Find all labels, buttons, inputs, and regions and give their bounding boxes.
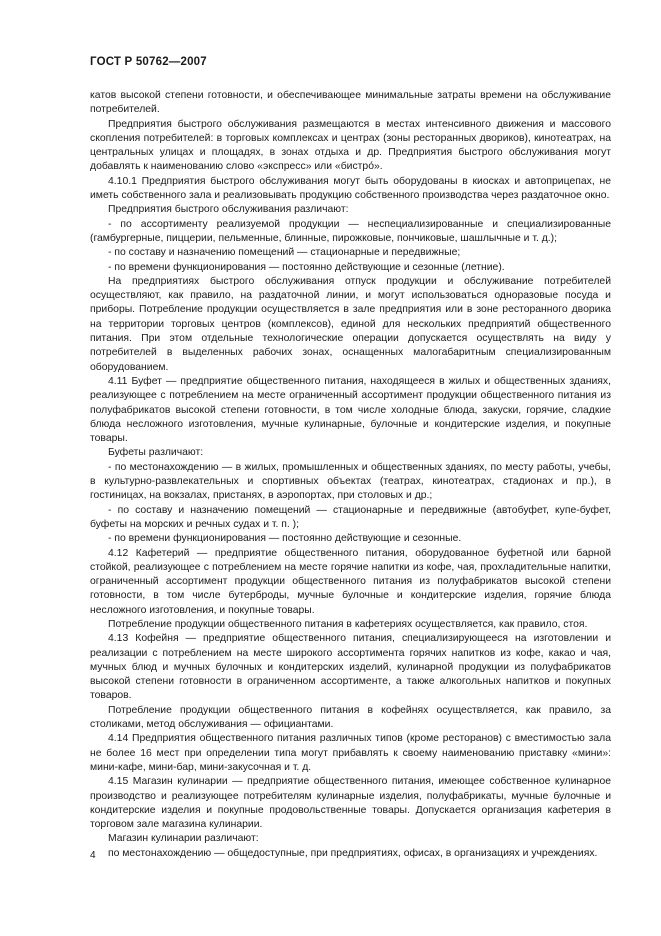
paragraph: На предприятиях быстрого обслуживания отпуск продукции и обслуживание потребителей осуществляют, как правило, на раздаточной линии, и могут использоваться одноразовые посуда и приборы. Потребление продукции осуществляется в зале предприятия или в зоне ресторанного дворика на территории торговых центров (комплексов), единой для нескольких предприятий общественного питания. При этом отдельные технологические операции допускается осуществлять на виду у потребителей в выделенных рабочих зонах, оснащенных малогабаритным специализированным оборудованием. bbox=[90, 275, 611, 373]
paragraph: 4.15 Магазин кулинарии — предприятие общественного питания, имеющее собственное кулинарное производство и реализующее потребителям кулинарные изделия, полуфабрикаты, мучные булочные и кондитерские изделия и покупные продовольственные товары. Допускается организация кафетерия в торговом зале магазина кулинарии. bbox=[90, 776, 611, 831]
standard-header: ГОСТ Р 50762—2007 bbox=[90, 56, 207, 68]
paragraph: 4.14 Предприятия общественного питания различных типов (кроме ресторанов) с вместимостью зала не более 16 мест при определении типа могут прибавлять к своему наименованию приставку «мини»: мини-кафе, мини-бар, мини-закусочная и т. д. bbox=[90, 733, 611, 773]
paragraph: - по составу и назначению помещений — стационарные и передвижные; bbox=[108, 247, 461, 259]
paragraph: Предприятия быстрого обслуживания различают: bbox=[108, 204, 349, 216]
paragraph: катов высокой степени готовности, и обеспечивающее минимальные затраты времени на обслуживание потребителей. bbox=[90, 90, 611, 116]
paragraph: - по времени функционирования — постоянно действующие и сезонные. bbox=[108, 533, 462, 545]
paragraph: - по времени функционирования — постоянно действующие и сезонные (летние). bbox=[108, 261, 505, 273]
paragraph: Потребление продукции общественного питания в кафетериях осуществляется, как правило, стоя. bbox=[108, 618, 588, 630]
paragraph: - по местонахождению — в жилых, промышленных и общественных зданиях, по месту работы, учебы, в культурно-развлекательных и спортивных объектах (театрах, кинотеатрах, стадионах и пр.), в гостиницах, на вокзалах, пристанях, в аэропортах, при столовых и др.; bbox=[90, 461, 611, 502]
page-number: 4 bbox=[90, 850, 96, 861]
paragraph: по местонахождению — общедоступные, при предприятиях, офисах, в организациях и учреждениях. bbox=[108, 847, 598, 859]
paragraph: Магазин кулинарии различают: bbox=[108, 833, 259, 845]
paragraph: 4.12 Кафетерий — предприятие общественного питания, оборудованное буфетной или барной стойкой, реализующее с потреблением на месте горячие напитки из кофе, чая, прохладительные напитки, ограниченный ассортимент продукции общественного питания из полуфабрикатов высокой степени готовности, в том числе бутерброды, мучные булочные и кондитерские изделия, горячие блюда несложного изготовления, и покупные товары. bbox=[90, 547, 611, 616]
paragraph: Буфеты различают: bbox=[108, 447, 204, 459]
paragraph: Предприятия быстрого обслуживания размещаются в местах интенсивного движения и массового скопления потребителей: в торговых комплексах и центрах (зоны ресторанных двориков), кинотеатрах, на центральных улицах и площадях, в зонах отдыха и др. Предприятия быстрого обслуживания могут добавлять к наименованию слово «экспресс» или «бистро́». bbox=[90, 118, 611, 173]
paragraph: Потребление продукции общественного питания в кофейнях осуществляется, как правило, за столиками, метод обслуживания — официантами. bbox=[90, 704, 611, 731]
paragraph: - по составу и назначению помещений — стационарные и передвижные (автобуфет, купе-буфет, буфеты на морских и речных судах и т. п. ); bbox=[90, 504, 611, 530]
paragraph: 4.13 Кофейня — предприятие общественного питания, специализирующееся на изготовлении и реализации с потреблением на месте широкого ассортимента горячих напитков из кофе, какао и чая, мучных блюд и мучных булочных и кондитерских изделий, кулинарной продукции из полуфабрикатов высокой степени готовности в ограниченном ассортименте, а также алкогольных напитков и покупных товаров. bbox=[90, 633, 611, 702]
paragraph: 4.10.1 Предприятия быстрого обслуживания могут быть оборудованы в киосках и автоприцепах, не иметь собственного зала и реализовывать продукцию собственного производства через раздаточное окно. bbox=[90, 175, 611, 202]
paragraph: 4.11 Буфет — предприятие общественного питания, находящееся в жилых и общественных зданиях, реализующее с потреблением на месте ограниченный ассортимент продукции общественного питания из полуфабрикатов высокой степени готовности, в том числе холодные блюда, закуски, горячие, сладкие блюда несложного изготовления, мучные кулинарные, булочные и кондитерские изделия, и покупные товары. bbox=[90, 375, 611, 445]
document-body bbox=[90, 89, 611, 861]
paragraph: - по ассортименту реализуемой продукции — неспециализированные и специализированные (гамбургерные, пиццерии, пельменные, блинные, пирожковые, пончиковые, шашлычные и т. д.); bbox=[90, 218, 611, 244]
